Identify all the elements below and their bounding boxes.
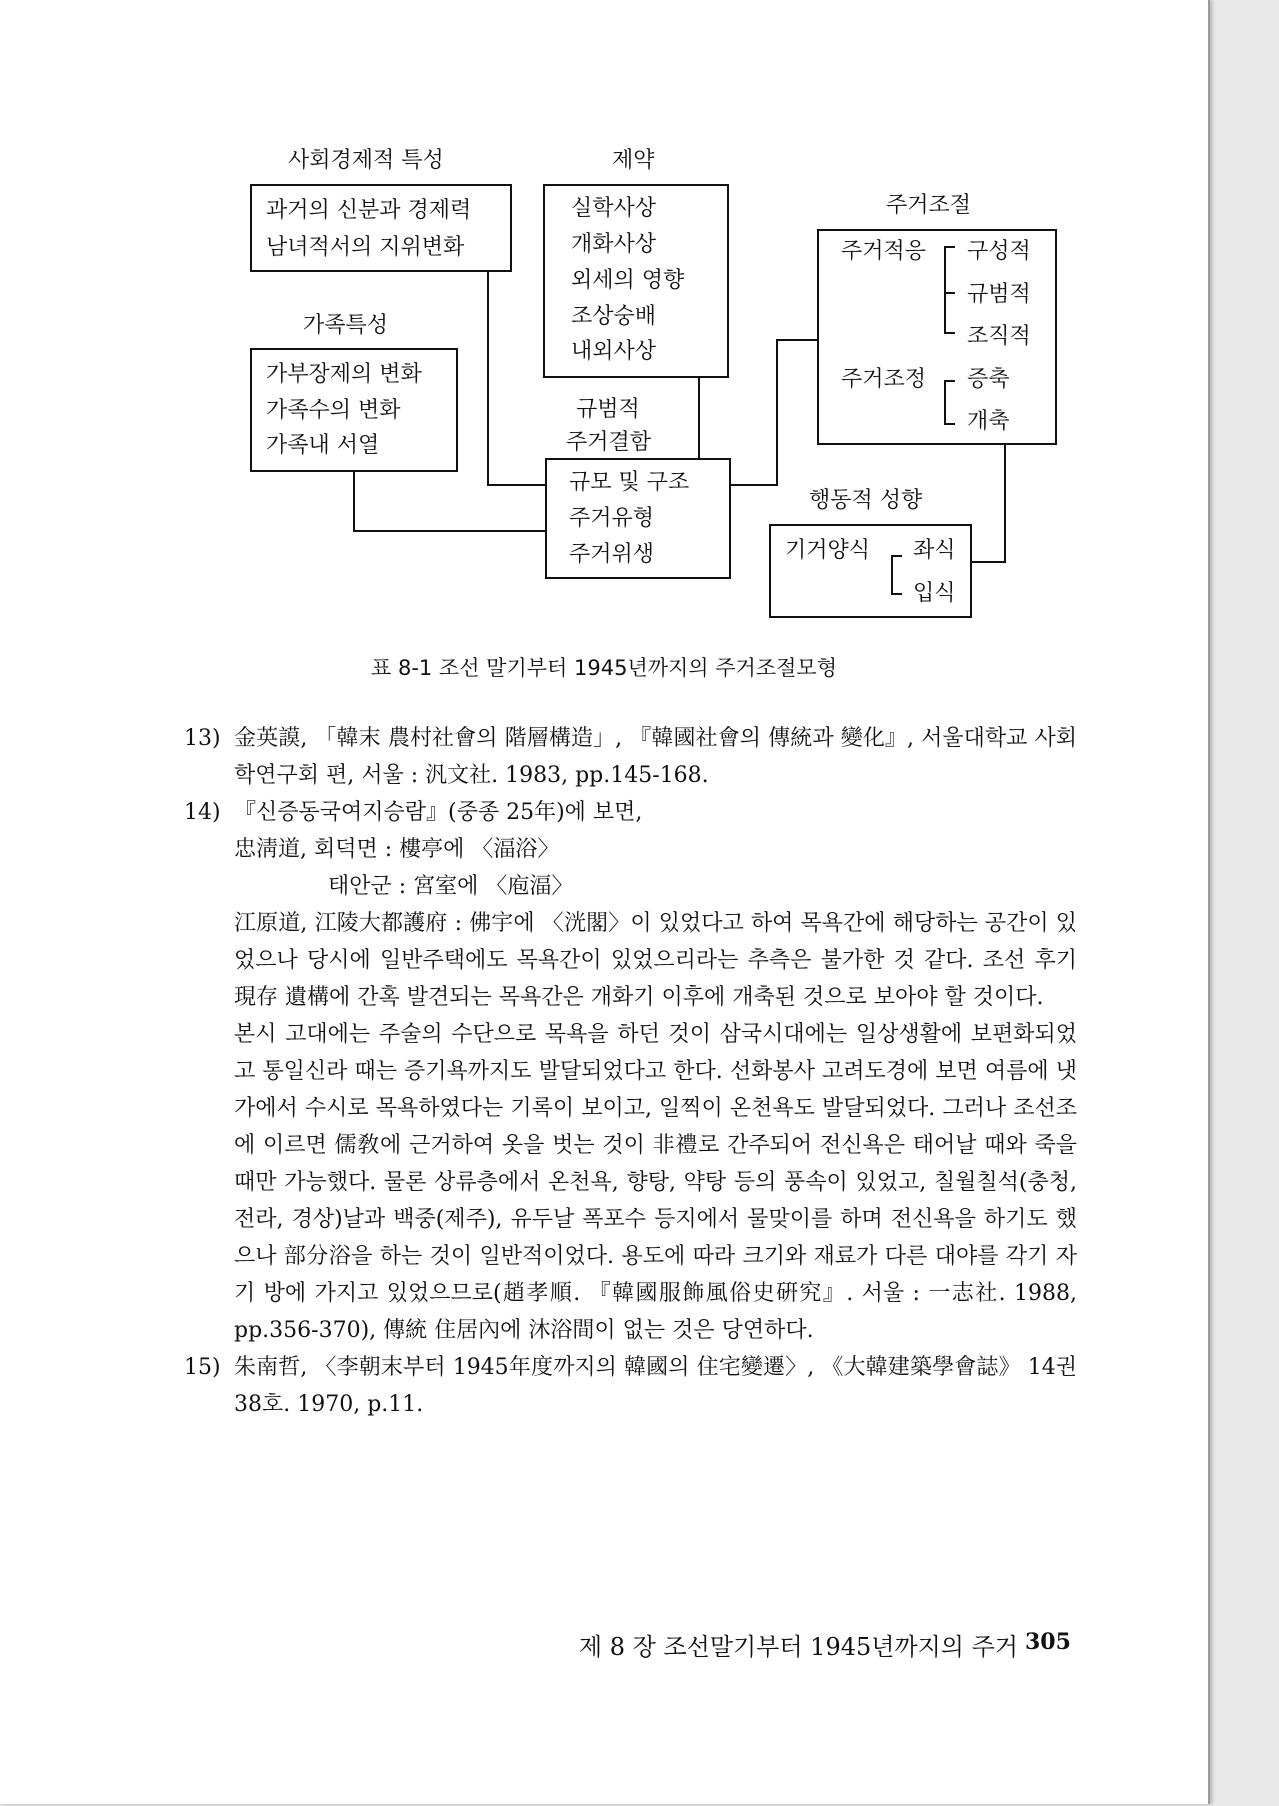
footnote-13 bbox=[184, 720, 1077, 794]
footnote-text: 朱南哲, 〈李朝末부터 1945年度까지의 韓國의 住宅變遷〉, 《大韓建築學會誌》 14권 38호. 1970, p.11. bbox=[234, 1355, 1077, 1417]
behavior-item: 좌식 bbox=[913, 538, 956, 563]
socio-item: 남녀적서의 지위변화 bbox=[266, 235, 465, 260]
box-housing-adjustment bbox=[817, 229, 1057, 445]
deficit-item: 주거유형 bbox=[569, 506, 655, 531]
footnote-text: 江原道, 江陵大都護府 : 佛宇에 〈洸閣〉이 있었다고 하여 목욕간에 해당하는 공간이 있었으나 당시에 일반주택에도 목욕간이 있었으리라는 추측은 불가한 것 같다. 조선 후기 現存 遺構에 간혹 발견되는 목욕간은 개화기 이후에 개축된 것으로 보아야 할 것이다. bbox=[234, 911, 1077, 1010]
page-number: 305 bbox=[1025, 1629, 1071, 1655]
label-behavior: 행동적 성향 bbox=[809, 488, 923, 513]
constraint-item: 내외사상 bbox=[571, 339, 657, 364]
box-housing-deficit bbox=[545, 458, 731, 579]
footnote-text: 忠淸道, 회덕면 : 樓亭에 〈湢浴〉 bbox=[234, 837, 560, 862]
adjust-adjust-head: 주거조정 bbox=[841, 367, 927, 392]
adapt-item: 조직적 bbox=[967, 324, 1031, 349]
footnote-15 bbox=[184, 1349, 1077, 1423]
adapt-item: 규범적 bbox=[967, 282, 1031, 307]
footnotes bbox=[184, 720, 1077, 1423]
constraint-item: 개화사상 bbox=[571, 232, 657, 257]
constraint-item: 외세의 영향 bbox=[571, 268, 685, 293]
family-item: 가부장제의 변화 bbox=[266, 362, 422, 387]
figure-caption: 표 8-1 조선 말기부터 1945년까지의 주거조절모형 bbox=[371, 656, 837, 680]
label-family: 가족특성 bbox=[303, 313, 389, 338]
footnote-text: 『신증동국여지승람』(중종 25年)에 보면, bbox=[234, 800, 643, 825]
footnote-number: 14) bbox=[184, 800, 221, 825]
footnote-text: 태안군 : 宮室에 〈庖湢〉 bbox=[328, 874, 574, 899]
box-family bbox=[250, 348, 458, 472]
box-behavior bbox=[769, 524, 972, 618]
deficit-item: 주거위생 bbox=[569, 542, 655, 567]
label-constraint: 제약 bbox=[612, 148, 655, 173]
box-constraint bbox=[543, 184, 729, 378]
box-socio-economic bbox=[250, 184, 512, 272]
socio-item: 과거의 신분과 경제력 bbox=[266, 198, 472, 223]
footnote-text: 본시 고대에는 주술의 수단으로 목욕을 하던 것이 삼국시대에는 일상생활에 보편화되었고 통일신라 때는 증기욕까지도 발달되었다고 한다. 선화봉사 고려도경에 보면 여름에 냇가에서 수시로 목욕하였다는 기록이 보이고, 일찍이 온천욕도 발달되었다. 그러나 조선조에 이르면 儒敎에 근거하여 옷을 벗는 것이 非禮로 간주되어 전신욕은 태어날 때와 죽을 때만 가능했다. 물론 상류층에서 온천욕, 향탕, 약탕 등의 풍속이 있었고, 칠월칠석(충청, 전라, 경상)날과 백중(제주), 유두날 폭포수 등지에서 물맞이를 하며 전신욕을 하기도 했으나 部分浴을 하는 것이 일반적이었다. 용도에 따라 크기와 재료가 다른 대야를 각기 자기 방에 가지고 있었으므로(趙孝順. 『韓國服飾風俗史硏究』. 서울 : 一志社. 1988, pp.356-370), 傳統 住居內에 沐浴間이 없는 것은 당연하다. bbox=[234, 1022, 1077, 1343]
label-socio-economic: 사회경제적 특성 bbox=[288, 148, 444, 173]
constraint-item: 조상숭배 bbox=[571, 304, 657, 329]
family-item: 가족수의 변화 bbox=[266, 398, 401, 423]
adjust-adapt-head: 주거적응 bbox=[841, 239, 927, 264]
behavior-item: 입식 bbox=[913, 581, 956, 606]
behavior-head: 기거양식 bbox=[785, 538, 871, 563]
footnote-14 bbox=[184, 794, 1077, 1349]
label-normative: 규범적 bbox=[576, 397, 640, 422]
footnote-number: 13) bbox=[184, 726, 221, 751]
label-housing-adjustment: 주거조절 bbox=[886, 193, 972, 218]
footnote-number: 15) bbox=[184, 1355, 221, 1380]
adapt-item: 구성적 bbox=[967, 239, 1031, 264]
family-item: 가족내 서열 bbox=[266, 433, 380, 458]
label-housing-deficit: 주거결함 bbox=[566, 430, 652, 455]
chapter-title: 제 8 장 조선말기부터 1945년까지의 주거 bbox=[578, 1633, 1018, 1661]
deficit-item: 규모 및 구조 bbox=[569, 470, 690, 495]
adjust-item: 개축 bbox=[967, 409, 1010, 434]
constraint-item: 실학사상 bbox=[571, 196, 657, 221]
adjust-item: 증축 bbox=[967, 367, 1010, 392]
footnote-text: 金英謨, 「韓末 農村社會의 階層構造」, 『韓國社會의 傳統과 變化』, 서울대학교 사회학연구회 편, 서울 : 汎文社. 1983, pp.145-168. bbox=[234, 726, 1077, 788]
